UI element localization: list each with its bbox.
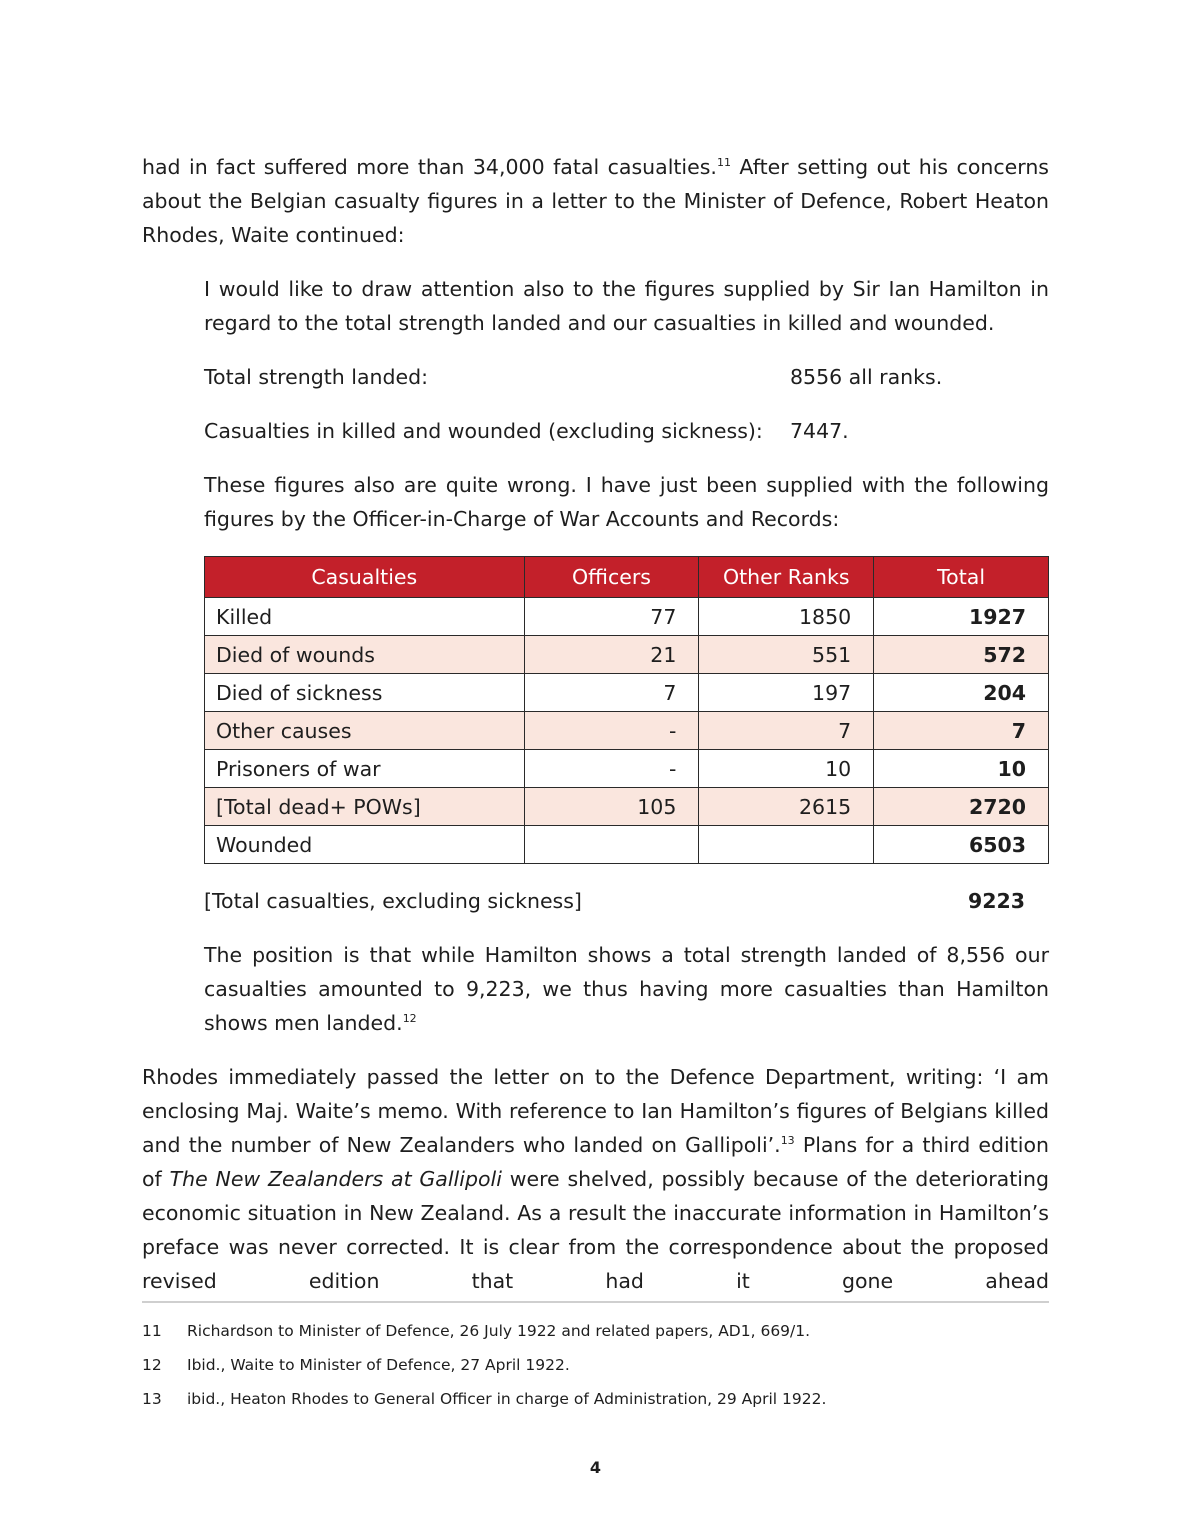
- table-row: [205, 636, 1049, 674]
- page-number: 4: [589, 1458, 602, 1477]
- strength-value: 8556 all ranks.: [790, 365, 943, 389]
- footnote-number: 13: [142, 1390, 162, 1408]
- officers-cell: [524, 826, 699, 864]
- column-header: Officers: [524, 557, 699, 598]
- total-casualties-line: [204, 884, 1049, 918]
- total-cell: 2720: [874, 788, 1049, 826]
- footnote-text: ibid., Heaton Rhodes to General Officer in charge of Administration, 29 April 1922.: [187, 1390, 827, 1408]
- column-header: Other Ranks: [699, 557, 874, 598]
- other-ranks-cell: [699, 826, 874, 864]
- body-text: were shelved, possibly because of the deteriorating economic situation in New Zealand. As a result the inaccurate information in Hamilton’s preface was never corrected. It is clear from the correspondence about the proposed revised edition that had it gone ahead: [142, 1167, 1049, 1293]
- body-text: Plans for a third edition of: [142, 1133, 1049, 1191]
- column-header: Total: [874, 557, 1049, 598]
- casualties-value: 7447.: [790, 419, 849, 443]
- row-label: Died of sickness: [205, 674, 525, 712]
- quote-paragraph-1: I would like to draw attention also to the figures supplied by Sir Ian Hamilton in regard to the total strength landed and our casualties in killed and wounded.: [204, 277, 1049, 335]
- quote-paragraph-3: [204, 938, 1049, 1040]
- row-label: Died of wounds: [205, 636, 525, 674]
- casualties-line: [204, 414, 1049, 448]
- body-text: Rhodes immediately passed the letter on to the Defence Department, writing: ‘I am enclosing Maj. Waite’s memo. With reference to Ian Hamilton’s figures of Belgians killed and the number of New Zealanders who landed on Gallipoli’.: [142, 1065, 1049, 1157]
- total-cell: 7: [874, 712, 1049, 750]
- officers-cell: -: [524, 712, 699, 750]
- footnote-ref-12[interactable]: 12: [402, 1012, 417, 1025]
- table-row: [205, 788, 1049, 826]
- total-cell: 572: [874, 636, 1049, 674]
- intro-text: had in fact suffered more than 34,000 fatal casualties.: [142, 155, 717, 179]
- officers-cell: 7: [524, 674, 699, 712]
- footnote-number: 12: [142, 1356, 162, 1374]
- other-ranks-cell: 7: [699, 712, 874, 750]
- row-label: [Total dead+ POWs]: [205, 788, 525, 826]
- total-cell: 204: [874, 674, 1049, 712]
- row-label: Other causes: [205, 712, 525, 750]
- table-row: [205, 674, 1049, 712]
- casualties-table: [204, 556, 1049, 864]
- table-row: [205, 712, 1049, 750]
- total-casualties-label: [Total casualties, excluding sickness]: [204, 889, 582, 913]
- other-ranks-cell: 197: [699, 674, 874, 712]
- row-label: Prisoners of war: [205, 750, 525, 788]
- strength-label: Total strength landed:: [204, 365, 429, 389]
- row-label: Killed: [205, 598, 525, 636]
- table-row: [205, 826, 1049, 864]
- body-paragraph: [142, 1060, 1049, 1298]
- other-ranks-cell: 10: [699, 750, 874, 788]
- row-label: Wounded: [205, 826, 525, 864]
- other-ranks-cell: 1850: [699, 598, 874, 636]
- strength-line: [204, 360, 1049, 394]
- total-casualties-value: 9223: [967, 889, 1025, 913]
- column-header: Casualties: [205, 557, 525, 598]
- page-content: [142, 150, 1049, 1298]
- officers-cell: -: [524, 750, 699, 788]
- table-row: [205, 750, 1049, 788]
- other-ranks-cell: 2615: [699, 788, 874, 826]
- officers-cell: 105: [524, 788, 699, 826]
- book-title: The New Zealanders at Gallipoli: [169, 1167, 502, 1191]
- table-row: [205, 598, 1049, 636]
- footnote-divider: [142, 1301, 1049, 1303]
- table-header-row: [205, 557, 1049, 598]
- total-cell: 1927: [874, 598, 1049, 636]
- casualties-label: Casualties in killed and wounded (excluding sickness):: [204, 419, 763, 443]
- intro-text-continued: After setting out his concerns about the Belgian casualty figures in a letter to the Minister of Defence, Robert Heaton Rhodes, Waite continued:: [142, 155, 1049, 247]
- footnote-ref-11[interactable]: 11: [716, 156, 731, 169]
- total-cell: 6503: [874, 826, 1049, 864]
- footnote-text: Ibid., Waite to Minister of Defence, 27 April 1922.: [187, 1356, 570, 1374]
- total-cell: 10: [874, 750, 1049, 788]
- quote-paragraph-3-text: The position is that while Hamilton shows a total strength landed of 8,556 our casualties amounted to 9,223, we thus having more casualties than Hamilton shows men landed.: [204, 943, 1049, 1035]
- officers-cell: 21: [524, 636, 699, 674]
- quote-paragraph-2: These figures also are quite wrong. I have just been supplied with the following figures by the Officer-in-Charge of War Accounts and Records:: [204, 473, 1049, 531]
- footnote-ref-13[interactable]: 13: [780, 1134, 795, 1147]
- footnote-number: 11: [142, 1322, 162, 1340]
- officers-cell: 77: [524, 598, 699, 636]
- other-ranks-cell: 551: [699, 636, 874, 674]
- block-quote: [204, 272, 1049, 1040]
- footnote-text: Richardson to Minister of Defence, 26 July 1922 and related papers, AD1, 669/1.: [187, 1322, 811, 1340]
- intro-paragraph: [142, 150, 1049, 252]
